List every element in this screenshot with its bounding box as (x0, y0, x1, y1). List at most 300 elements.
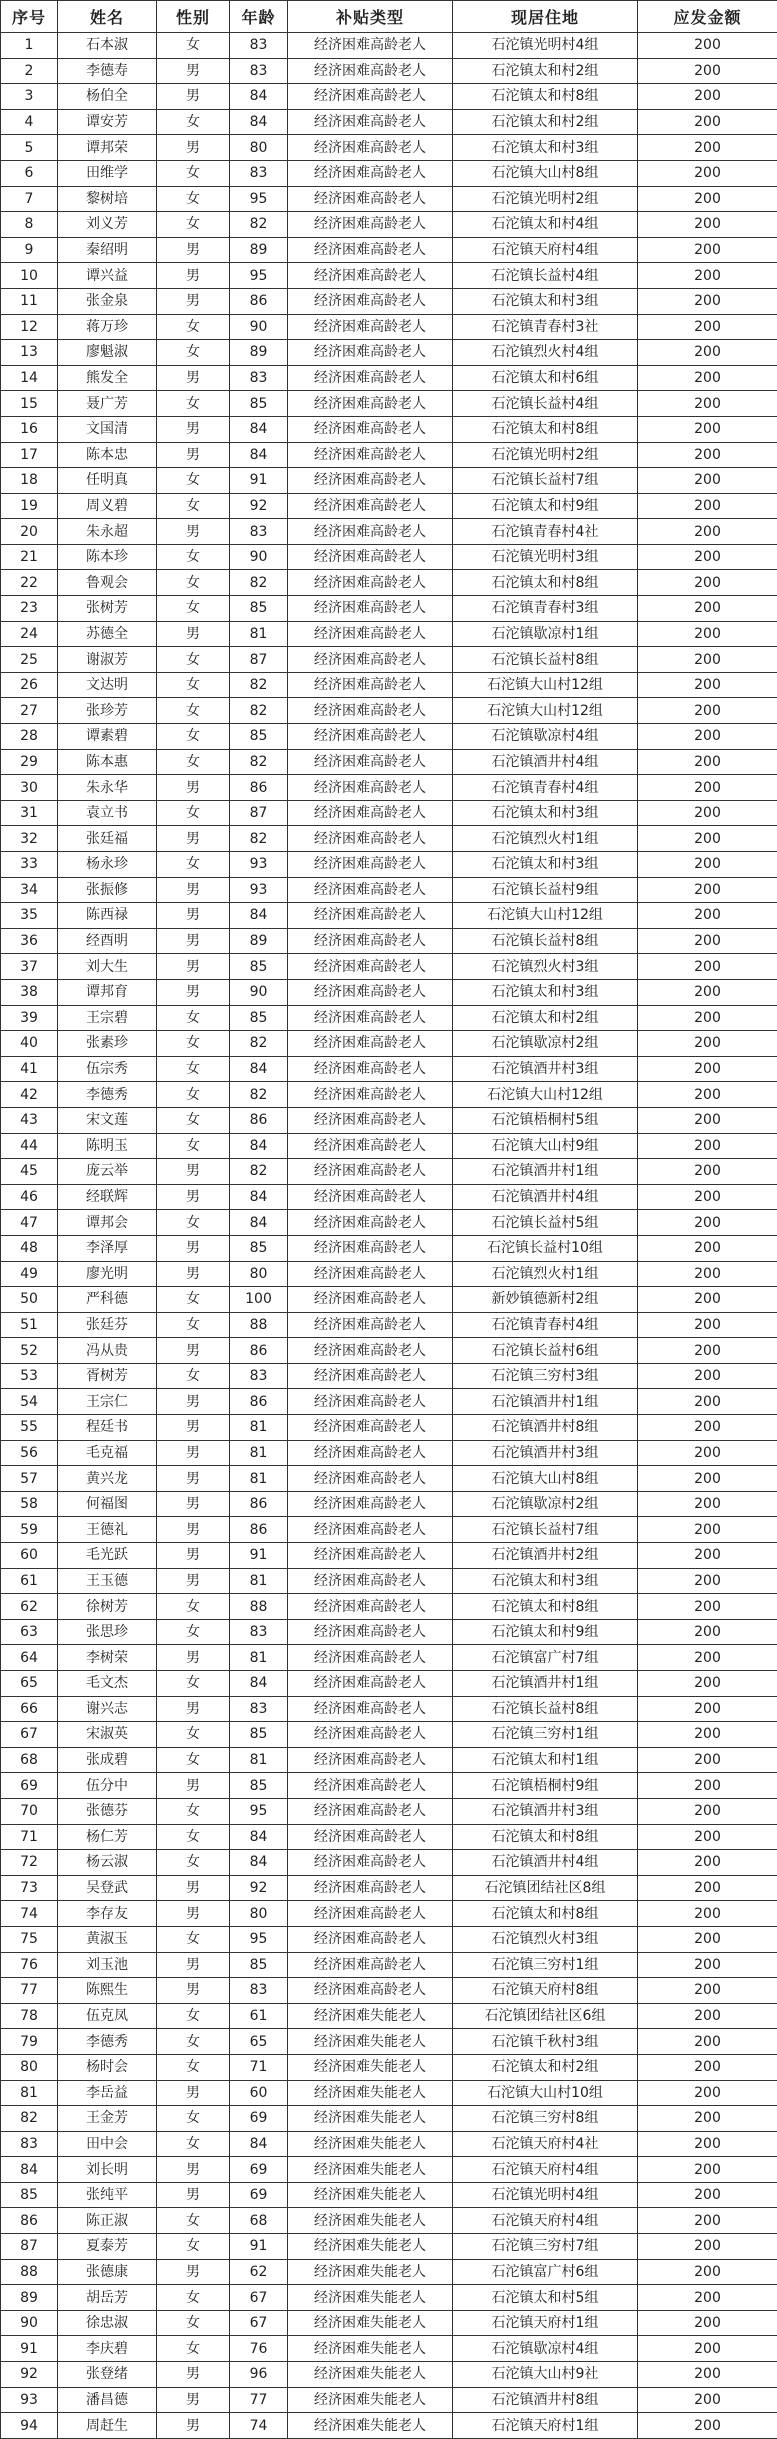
cell-subsidy-type: 经济困难高龄老人 (288, 1389, 453, 1415)
cell-subsidy-type: 经济困难高龄老人 (288, 1338, 453, 1364)
cell-gender: 男 (157, 84, 230, 110)
cell-address: 石沱镇大山村12组 (453, 903, 638, 929)
cell-gender: 男 (157, 365, 230, 391)
cell-age: 80 (230, 135, 288, 161)
cell-gender: 男 (157, 2080, 230, 2106)
cell-gender: 男 (157, 1159, 230, 1185)
table-row (1, 800, 777, 826)
cell-age: 82 (230, 672, 288, 698)
cell-age: 83 (230, 519, 288, 545)
cell-index: 57 (1, 1466, 58, 1492)
cell-address: 石沱镇太和村3组 (453, 800, 638, 826)
cell-gender: 男 (157, 877, 230, 903)
cell-address: 石沱镇长益村5组 (453, 1210, 638, 1236)
cell-age: 84 (230, 903, 288, 929)
cell-name: 李存友 (58, 1901, 157, 1927)
cell-address: 石沱镇三穷村1组 (453, 1952, 638, 1978)
table-row (1, 2310, 777, 2336)
cell-gender: 女 (157, 186, 230, 212)
cell-index: 55 (1, 1415, 58, 1441)
cell-amount: 200 (638, 2182, 777, 2208)
cell-index: 53 (1, 1363, 58, 1389)
table-row (1, 1594, 777, 1620)
cell-amount: 200 (638, 416, 777, 442)
cell-index: 32 (1, 826, 58, 852)
cell-name: 王金芳 (58, 2106, 157, 2132)
cell-gender: 女 (157, 1619, 230, 1645)
cell-age: 87 (230, 647, 288, 673)
cell-address: 石沱镇光明村2组 (453, 442, 638, 468)
table-row (1, 1645, 777, 1671)
cell-subsidy-type: 经济困难高龄老人 (288, 877, 453, 903)
cell-amount: 200 (638, 1696, 777, 1722)
cell-subsidy-type: 经济困难高龄老人 (288, 1926, 453, 1952)
cell-amount: 200 (638, 160, 777, 186)
cell-subsidy-type: 经济困难失能老人 (288, 2310, 453, 2336)
table-row (1, 493, 777, 519)
cell-subsidy-type: 经济困难高龄老人 (288, 928, 453, 954)
cell-age: 84 (230, 1824, 288, 1850)
cell-amount: 200 (638, 2054, 777, 2080)
cell-name: 谭邦荣 (58, 135, 157, 161)
cell-name: 伍宗秀 (58, 1056, 157, 1082)
cell-address: 石沱镇太和村2组 (453, 109, 638, 135)
cell-address: 石沱镇太和村1组 (453, 1747, 638, 1773)
cell-amount: 200 (638, 954, 777, 980)
cell-age: 84 (230, 1184, 288, 1210)
cell-subsidy-type: 经济困难高龄老人 (288, 519, 453, 545)
cell-index: 25 (1, 647, 58, 673)
cell-index: 18 (1, 468, 58, 494)
cell-age: 85 (230, 391, 288, 417)
cell-gender: 男 (157, 1568, 230, 1594)
cell-amount: 200 (638, 135, 777, 161)
cell-age: 85 (230, 724, 288, 750)
cell-age: 92 (230, 1875, 288, 1901)
cell-age: 82 (230, 212, 288, 238)
table-row (1, 2413, 777, 2439)
cell-amount: 200 (638, 109, 777, 135)
cell-amount: 200 (638, 1594, 777, 1620)
cell-name: 谢兴志 (58, 1696, 157, 1722)
cell-address: 石沱镇太和村2组 (453, 58, 638, 84)
cell-name: 伍分中 (58, 1773, 157, 1799)
table-row (1, 1798, 777, 1824)
cell-subsidy-type: 经济困难高龄老人 (288, 1312, 453, 1338)
cell-gender: 女 (157, 493, 230, 519)
cell-name: 王宗仁 (58, 1389, 157, 1415)
cell-age: 67 (230, 2310, 288, 2336)
cell-address: 石沱镇长益村8组 (453, 928, 638, 954)
cell-subsidy-type: 经济困难高龄老人 (288, 1798, 453, 1824)
cell-address: 石沱镇天府村4组 (453, 2157, 638, 2183)
cell-gender: 男 (157, 1901, 230, 1927)
table-row (1, 903, 777, 929)
table-row (1, 212, 777, 238)
cell-name: 刘玉池 (58, 1952, 157, 1978)
cell-name: 徐忠淑 (58, 2310, 157, 2336)
cell-subsidy-type: 经济困难失能老人 (288, 2387, 453, 2413)
cell-subsidy-type: 经济困难高龄老人 (288, 1363, 453, 1389)
cell-amount: 200 (638, 1159, 777, 1185)
cell-name: 刘长明 (58, 2157, 157, 2183)
cell-amount: 200 (638, 442, 777, 468)
cell-amount: 200 (638, 2336, 777, 2362)
cell-index: 2 (1, 58, 58, 84)
cell-name: 黄淑玉 (58, 1926, 157, 1952)
cell-address: 石沱镇酒井村4组 (453, 1850, 638, 1876)
cell-subsidy-type: 经济困难失能老人 (288, 2003, 453, 2029)
cell-index: 34 (1, 877, 58, 903)
table-row (1, 928, 777, 954)
table-row (1, 2054, 777, 2080)
cell-age: 86 (230, 288, 288, 314)
cell-name: 张振修 (58, 877, 157, 903)
table-row (1, 596, 777, 622)
table-row (1, 186, 777, 212)
cell-address: 石沱镇太和村2组 (453, 1005, 638, 1031)
cell-gender: 男 (157, 2157, 230, 2183)
cell-index: 38 (1, 979, 58, 1005)
cell-subsidy-type: 经济困难高龄老人 (288, 1133, 453, 1159)
cell-index: 94 (1, 2413, 58, 2439)
cell-subsidy-type: 经济困难高龄老人 (288, 135, 453, 161)
cell-gender: 男 (157, 263, 230, 289)
cell-age: 86 (230, 1491, 288, 1517)
cell-name: 任明真 (58, 468, 157, 494)
cell-index: 56 (1, 1440, 58, 1466)
table-row (1, 442, 777, 468)
cell-index: 7 (1, 186, 58, 212)
cell-amount: 200 (638, 1235, 777, 1261)
cell-subsidy-type: 经济困难高龄老人 (288, 288, 453, 314)
cell-age: 82 (230, 1082, 288, 1108)
cell-gender: 女 (157, 1133, 230, 1159)
cell-name: 谭安芳 (58, 109, 157, 135)
cell-age: 95 (230, 1926, 288, 1952)
cell-subsidy-type: 经济困难高龄老人 (288, 621, 453, 647)
cell-subsidy-type: 经济困难高龄老人 (288, 954, 453, 980)
cell-age: 85 (230, 1773, 288, 1799)
cell-amount: 200 (638, 1031, 777, 1057)
cell-amount: 200 (638, 84, 777, 110)
cell-gender: 男 (157, 1517, 230, 1543)
cell-index: 54 (1, 1389, 58, 1415)
cell-amount: 200 (638, 2080, 777, 2106)
cell-subsidy-type: 经济困难失能老人 (288, 2182, 453, 2208)
cell-age: 85 (230, 1722, 288, 1748)
cell-subsidy-type: 经济困难高龄老人 (288, 1850, 453, 1876)
cell-address: 石沱镇大山村8组 (453, 1466, 638, 1492)
cell-subsidy-type: 经济困难高龄老人 (288, 1568, 453, 1594)
cell-gender: 女 (157, 391, 230, 417)
cell-amount: 200 (638, 1543, 777, 1569)
cell-name: 廖光明 (58, 1261, 157, 1287)
cell-name: 李庆碧 (58, 2336, 157, 2362)
cell-amount: 200 (638, 1389, 777, 1415)
cell-address: 石沱镇歇凉村2组 (453, 1491, 638, 1517)
cell-gender: 女 (157, 2029, 230, 2055)
cell-subsidy-type: 经济困难失能老人 (288, 2413, 453, 2439)
cell-gender: 女 (157, 1926, 230, 1952)
cell-name: 谭邦会 (58, 1210, 157, 1236)
cell-subsidy-type: 经济困难失能老人 (288, 2029, 453, 2055)
cell-index: 89 (1, 2285, 58, 2311)
cell-age: 84 (230, 1056, 288, 1082)
cell-age: 62 (230, 2259, 288, 2285)
cell-gender: 男 (157, 621, 230, 647)
cell-address: 石沱镇太和村3组 (453, 852, 638, 878)
cell-subsidy-type: 经济困难高龄老人 (288, 698, 453, 724)
cell-subsidy-type: 经济困难失能老人 (288, 2157, 453, 2183)
table-row (1, 33, 777, 59)
cell-index: 1 (1, 33, 58, 59)
cell-amount: 200 (638, 1363, 777, 1389)
table-row (1, 1850, 777, 1876)
table-row (1, 1133, 777, 1159)
cell-address: 石沱镇太和村3组 (453, 288, 638, 314)
cell-name: 谭素碧 (58, 724, 157, 750)
cell-age: 82 (230, 1159, 288, 1185)
cell-index: 16 (1, 416, 58, 442)
cell-subsidy-type: 经济困难高龄老人 (288, 1005, 453, 1031)
cell-address: 石沱镇天府村4组 (453, 237, 638, 263)
cell-name: 经酉明 (58, 928, 157, 954)
cell-name: 谭邦育 (58, 979, 157, 1005)
cell-name: 谢淑芳 (58, 647, 157, 673)
header-amount: 应发金额 (638, 1, 777, 33)
cell-gender: 女 (157, 1594, 230, 1620)
cell-address: 石沱镇太和村3组 (453, 135, 638, 161)
cell-address: 石沱镇青春村3组 (453, 596, 638, 622)
cell-age: 81 (230, 1568, 288, 1594)
table-row (1, 2285, 777, 2311)
cell-amount: 200 (638, 1082, 777, 1108)
table-row (1, 1159, 777, 1185)
table-row (1, 570, 777, 596)
cell-subsidy-type: 经济困难高龄老人 (288, 1235, 453, 1261)
cell-subsidy-type: 经济困难失能老人 (288, 2208, 453, 2234)
cell-index: 88 (1, 2259, 58, 2285)
cell-index: 10 (1, 263, 58, 289)
cell-name: 张思珍 (58, 1619, 157, 1645)
cell-gender: 男 (157, 979, 230, 1005)
cell-index: 39 (1, 1005, 58, 1031)
cell-subsidy-type: 经济困难高龄老人 (288, 263, 453, 289)
table-row (1, 263, 777, 289)
cell-index: 75 (1, 1926, 58, 1952)
cell-amount: 200 (638, 1798, 777, 1824)
cell-subsidy-type: 经济困难高龄老人 (288, 979, 453, 1005)
cell-address: 石沱镇大山村12组 (453, 672, 638, 698)
cell-amount: 200 (638, 1440, 777, 1466)
cell-address: 石沱镇富广村7组 (453, 1645, 638, 1671)
cell-subsidy-type: 经济困难高龄老人 (288, 1952, 453, 1978)
table-row (1, 160, 777, 186)
cell-name: 毛文杰 (58, 1671, 157, 1697)
cell-age: 84 (230, 109, 288, 135)
cell-amount: 200 (638, 928, 777, 954)
cell-amount: 200 (638, 2310, 777, 2336)
cell-name: 张素珍 (58, 1031, 157, 1057)
cell-index: 37 (1, 954, 58, 980)
table-row (1, 365, 777, 391)
cell-gender: 男 (157, 1491, 230, 1517)
cell-index: 6 (1, 160, 58, 186)
cell-amount: 200 (638, 2413, 777, 2439)
header-name: 姓名 (58, 1, 157, 33)
cell-age: 89 (230, 928, 288, 954)
cell-gender: 女 (157, 1363, 230, 1389)
table-row (1, 1261, 777, 1287)
cell-amount: 200 (638, 519, 777, 545)
cell-amount: 200 (638, 596, 777, 622)
table-row (1, 1952, 777, 1978)
cell-index: 24 (1, 621, 58, 647)
cell-index: 60 (1, 1543, 58, 1569)
cell-gender: 男 (157, 1978, 230, 2004)
cell-address: 石沱镇光明村2组 (453, 186, 638, 212)
cell-name: 严科德 (58, 1287, 157, 1313)
cell-gender: 女 (157, 314, 230, 340)
cell-name: 宋文莲 (58, 1107, 157, 1133)
table-row (1, 1926, 777, 1952)
header-address: 现居住地 (453, 1, 638, 33)
cell-name: 文达明 (58, 672, 157, 698)
cell-amount: 200 (638, 2106, 777, 2132)
cell-age: 81 (230, 1466, 288, 1492)
table-row (1, 1543, 777, 1569)
cell-age: 89 (230, 340, 288, 366)
cell-name: 李德秀 (58, 1082, 157, 1108)
cell-amount: 200 (638, 314, 777, 340)
table-row (1, 1082, 777, 1108)
cell-name: 陈正淑 (58, 2208, 157, 2234)
cell-age: 86 (230, 1107, 288, 1133)
cell-index: 85 (1, 2182, 58, 2208)
cell-subsidy-type: 经济困难高龄老人 (288, 903, 453, 929)
header-age: 年龄 (230, 1, 288, 33)
cell-age: 83 (230, 58, 288, 84)
cell-subsidy-type: 经济困难高龄老人 (288, 365, 453, 391)
cell-age: 85 (230, 954, 288, 980)
cell-index: 23 (1, 596, 58, 622)
cell-name: 杨仁芳 (58, 1824, 157, 1850)
cell-age: 93 (230, 852, 288, 878)
table-row (1, 775, 777, 801)
cell-subsidy-type: 经济困难高龄老人 (288, 84, 453, 110)
cell-index: 41 (1, 1056, 58, 1082)
cell-age: 95 (230, 186, 288, 212)
cell-index: 67 (1, 1722, 58, 1748)
cell-gender: 男 (157, 519, 230, 545)
cell-name: 张纯平 (58, 2182, 157, 2208)
cell-gender: 女 (157, 544, 230, 570)
cell-address: 石沱镇大山村10组 (453, 2080, 638, 2106)
cell-age: 95 (230, 263, 288, 289)
cell-gender: 男 (157, 416, 230, 442)
cell-address: 石沱镇酒井村3组 (453, 1440, 638, 1466)
cell-age: 80 (230, 1261, 288, 1287)
table-row (1, 2387, 777, 2413)
cell-gender: 男 (157, 442, 230, 468)
cell-subsidy-type: 经济困难高龄老人 (288, 1773, 453, 1799)
cell-subsidy-type: 经济困难高龄老人 (288, 416, 453, 442)
cell-amount: 200 (638, 1671, 777, 1697)
cell-amount: 200 (638, 1850, 777, 1876)
cell-gender: 女 (157, 1671, 230, 1697)
cell-name: 夏泰芳 (58, 2234, 157, 2260)
table-row (1, 672, 777, 698)
cell-name: 蒋万珍 (58, 314, 157, 340)
cell-age: 85 (230, 1005, 288, 1031)
cell-index: 22 (1, 570, 58, 596)
cell-amount: 200 (638, 647, 777, 673)
cell-amount: 200 (638, 1875, 777, 1901)
cell-index: 82 (1, 2106, 58, 2132)
cell-subsidy-type: 经济困难高龄老人 (288, 1619, 453, 1645)
cell-name: 杨云淑 (58, 1850, 157, 1876)
cell-index: 20 (1, 519, 58, 545)
cell-address: 石沱镇太和村8组 (453, 84, 638, 110)
cell-index: 86 (1, 2208, 58, 2234)
cell-index: 19 (1, 493, 58, 519)
cell-gender: 女 (157, 672, 230, 698)
cell-name: 张德芬 (58, 1798, 157, 1824)
table-row (1, 519, 777, 545)
cell-name: 陈本惠 (58, 749, 157, 775)
cell-gender: 男 (157, 1415, 230, 1441)
cell-index: 68 (1, 1747, 58, 1773)
cell-name: 陈本忠 (58, 442, 157, 468)
cell-address: 石沱镇大山村9组 (453, 1133, 638, 1159)
cell-subsidy-type: 经济困难高龄老人 (288, 33, 453, 59)
table-row (1, 2259, 777, 2285)
cell-address: 石沱镇酒井村3组 (453, 1056, 638, 1082)
cell-address: 石沱镇天府村4社 (453, 2131, 638, 2157)
cell-age: 84 (230, 1133, 288, 1159)
cell-age: 91 (230, 1543, 288, 1569)
cell-name: 王宗碧 (58, 1005, 157, 1031)
cell-index: 27 (1, 698, 58, 724)
cell-subsidy-type: 经济困难高龄老人 (288, 1696, 453, 1722)
table-row (1, 1005, 777, 1031)
table-row (1, 954, 777, 980)
cell-subsidy-type: 经济困难失能老人 (288, 2131, 453, 2157)
cell-age: 84 (230, 1210, 288, 1236)
cell-subsidy-type: 经济困难高龄老人 (288, 1543, 453, 1569)
cell-name: 苏德全 (58, 621, 157, 647)
cell-amount: 200 (638, 1184, 777, 1210)
cell-name: 秦绍明 (58, 237, 157, 263)
cell-subsidy-type: 经济困难高龄老人 (288, 1159, 453, 1185)
cell-amount: 200 (638, 1747, 777, 1773)
cell-amount: 200 (638, 800, 777, 826)
cell-address: 石沱镇太和村8组 (453, 1824, 638, 1850)
cell-amount: 200 (638, 263, 777, 289)
cell-age: 82 (230, 698, 288, 724)
table-row (1, 391, 777, 417)
cell-subsidy-type: 经济困难高龄老人 (288, 58, 453, 84)
cell-address: 石沱镇大山村12组 (453, 698, 638, 724)
cell-subsidy-type: 经济困难高龄老人 (288, 1082, 453, 1108)
cell-gender: 女 (157, 570, 230, 596)
cell-name: 张金泉 (58, 288, 157, 314)
cell-address: 石沱镇酒井村8组 (453, 2387, 638, 2413)
cell-address: 石沱镇青春村3社 (453, 314, 638, 340)
cell-gender: 女 (157, 1312, 230, 1338)
table-row (1, 1235, 777, 1261)
